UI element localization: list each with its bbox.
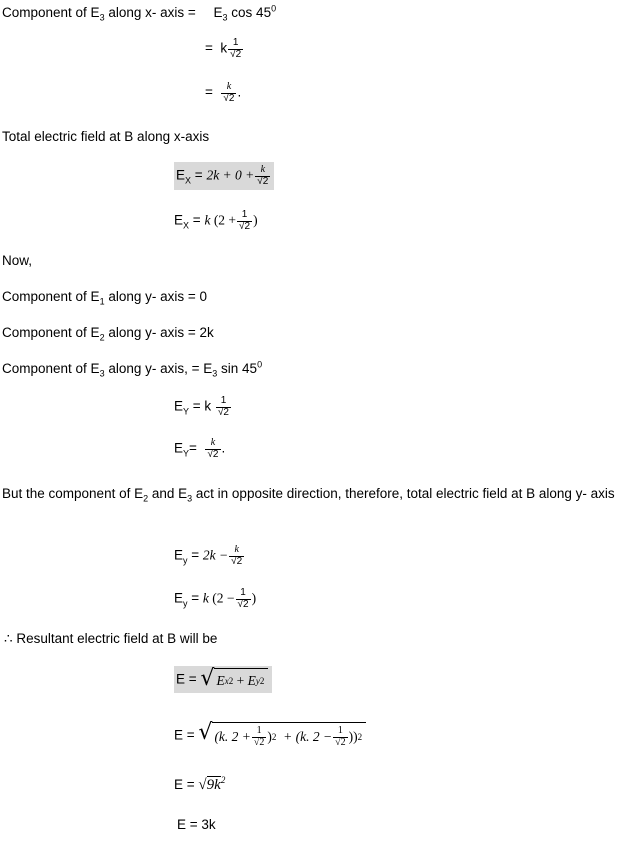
rhs-rest: cos 45	[227, 5, 272, 20]
ey-lhs: E	[174, 547, 184, 563]
denominator: √2	[231, 555, 243, 567]
rhs-sub: 3	[222, 12, 228, 23]
term-1: (k. 2 +	[214, 729, 251, 745]
subscript: 3	[99, 12, 105, 23]
numerator: 1	[256, 725, 262, 736]
label-rest: along y- axis, = E	[104, 361, 213, 376]
heading-text: Resultant electric field at B will be	[12, 631, 218, 646]
ex-equation-highlighted	[174, 162, 274, 190]
numerator: k	[226, 81, 232, 92]
denominator: √2	[230, 48, 242, 60]
ey-lhs: E	[174, 440, 184, 456]
numerator: k	[210, 437, 216, 448]
label-text: Component of E	[2, 5, 100, 20]
paren: )	[267, 729, 272, 745]
rhs-sup: 0	[271, 3, 277, 14]
component-e3-x-line	[2, 3, 277, 23]
fraction	[252, 726, 267, 748]
ey-lhs: E	[174, 590, 184, 606]
label-rest: sin 45	[217, 361, 258, 376]
ex-sub: X	[185, 175, 192, 186]
numerator: 1	[240, 587, 246, 598]
radical-icon: √	[198, 777, 207, 793]
close-paren: )	[251, 590, 257, 606]
e-lhs: E =	[174, 727, 195, 743]
e-sqrt-9k2	[174, 775, 226, 793]
label-rest: along x- axis =	[104, 5, 196, 20]
numerator: 1	[337, 725, 343, 736]
ey-sub: Y	[183, 448, 190, 459]
component-e3-y-line	[2, 359, 263, 379]
ey-equation-1	[174, 396, 232, 418]
e-magnitude-highlighted	[174, 666, 272, 693]
equals: =	[191, 167, 203, 183]
denominator: √2	[253, 736, 265, 748]
radicand: E x 2 + E y 2	[214, 668, 268, 690]
ey-sub: y	[183, 555, 188, 566]
e-magnitude-expanded	[174, 722, 366, 748]
ex-lhs: E	[174, 212, 184, 228]
e-lhs: E =	[176, 671, 197, 687]
label-text: Component of E	[2, 361, 100, 376]
radical-icon: √	[200, 666, 215, 691]
fraction	[333, 726, 348, 748]
label-rest: along y- axis = 2k	[104, 325, 214, 340]
equals: =	[189, 440, 197, 456]
radical-icon: √	[198, 720, 213, 745]
subscript: 3	[99, 368, 105, 379]
equals: =	[187, 547, 200, 563]
subscript: 2	[143, 493, 149, 504]
fraction	[236, 588, 251, 610]
fraction	[229, 545, 244, 567]
numerator: 1	[241, 209, 248, 220]
ey-sub: y	[183, 598, 188, 609]
denominator: √2	[335, 736, 346, 748]
subscript: 2	[99, 332, 105, 343]
superscript: 2	[220, 775, 226, 785]
open-paren: (2 −	[208, 590, 235, 606]
component-e1-y-line	[2, 289, 208, 307]
component-e2-y-line	[2, 325, 214, 343]
ex-lhs: E	[176, 167, 186, 183]
close-paren: )	[253, 212, 258, 228]
subscript: 3	[187, 493, 193, 504]
now-text: Now,	[2, 253, 33, 268]
paren: ))	[348, 729, 358, 745]
radicand: 9k	[206, 777, 221, 793]
fraction	[216, 396, 231, 418]
denominator: √2	[257, 175, 269, 187]
e-lhs: E =	[174, 777, 195, 792]
eq-k-over-root2	[205, 38, 244, 60]
period: .	[221, 440, 226, 456]
denominator: √2	[223, 92, 235, 104]
denominator: √2	[207, 448, 219, 460]
ex-sub: X	[183, 220, 190, 231]
fraction	[221, 82, 236, 104]
numerator: k	[234, 544, 239, 555]
sqrt	[198, 722, 366, 748]
eq-k-root2	[205, 82, 241, 104]
label-rest: along y- axis = 0	[104, 289, 208, 304]
opposite-direction-paragraph	[2, 484, 622, 504]
equals: =	[189, 212, 201, 228]
rhs-e: E	[213, 5, 223, 20]
numerator: 1	[220, 395, 227, 406]
equals: =	[187, 590, 200, 606]
k-var: k	[202, 590, 209, 606]
ex-equation-factored	[174, 210, 258, 232]
therefore-icon: ∴	[4, 631, 13, 646]
resultant-field-heading	[4, 632, 217, 646]
numerator: 1	[232, 37, 239, 48]
ey-sub: Y	[183, 406, 190, 417]
ey-expr: 2k −	[202, 547, 229, 563]
para-text: But the component of E	[2, 486, 144, 501]
subscript: 1	[99, 296, 105, 307]
para-text: and E	[148, 486, 188, 501]
ex-expr: 2k + 0 +	[206, 167, 255, 183]
fraction	[255, 165, 270, 187]
ey-var: E	[247, 673, 256, 689]
equals-k: = k	[189, 398, 212, 414]
label-text: Component of E	[2, 289, 100, 304]
k-var: k	[204, 212, 211, 228]
equals: =	[205, 40, 213, 56]
fraction	[237, 210, 252, 232]
period: .	[237, 84, 242, 100]
fraction	[228, 38, 243, 60]
plus: +	[233, 673, 248, 689]
k-text: k	[220, 40, 228, 56]
ey-lhs: E	[174, 398, 184, 414]
denominator: √2	[237, 598, 249, 610]
ex-var: E	[216, 673, 225, 689]
fraction	[205, 438, 220, 460]
total-field-x-heading: Total electric field at B along x-axis	[2, 129, 210, 144]
numerator: k	[260, 164, 266, 175]
ey-equation-2	[174, 438, 225, 460]
denominator: √2	[217, 406, 229, 418]
radicand: (k. 2 + $\frac{1}{√2}$ ) 2 + (k. 2 − $\frac{1}{√2}$ )) 2	[212, 722, 366, 748]
ey-equation-3	[174, 545, 245, 567]
ey-equation-4	[174, 588, 256, 610]
subscript: 3	[212, 368, 218, 379]
label-text: Component of E	[2, 325, 100, 340]
denominator: √2	[239, 220, 251, 232]
superscript: 0	[257, 359, 263, 370]
rhs	[213, 3, 277, 23]
sqrt-9k2	[198, 777, 225, 793]
term-2: + (k. 2 −	[276, 729, 333, 745]
para-text: act in opposite direction, therefore, total electric field at B along y- axis	[192, 486, 615, 501]
equals: =	[205, 84, 213, 100]
final-answer: E = 3k	[177, 817, 216, 832]
sqrt	[200, 668, 268, 690]
open-paren: (2 +	[210, 212, 237, 228]
